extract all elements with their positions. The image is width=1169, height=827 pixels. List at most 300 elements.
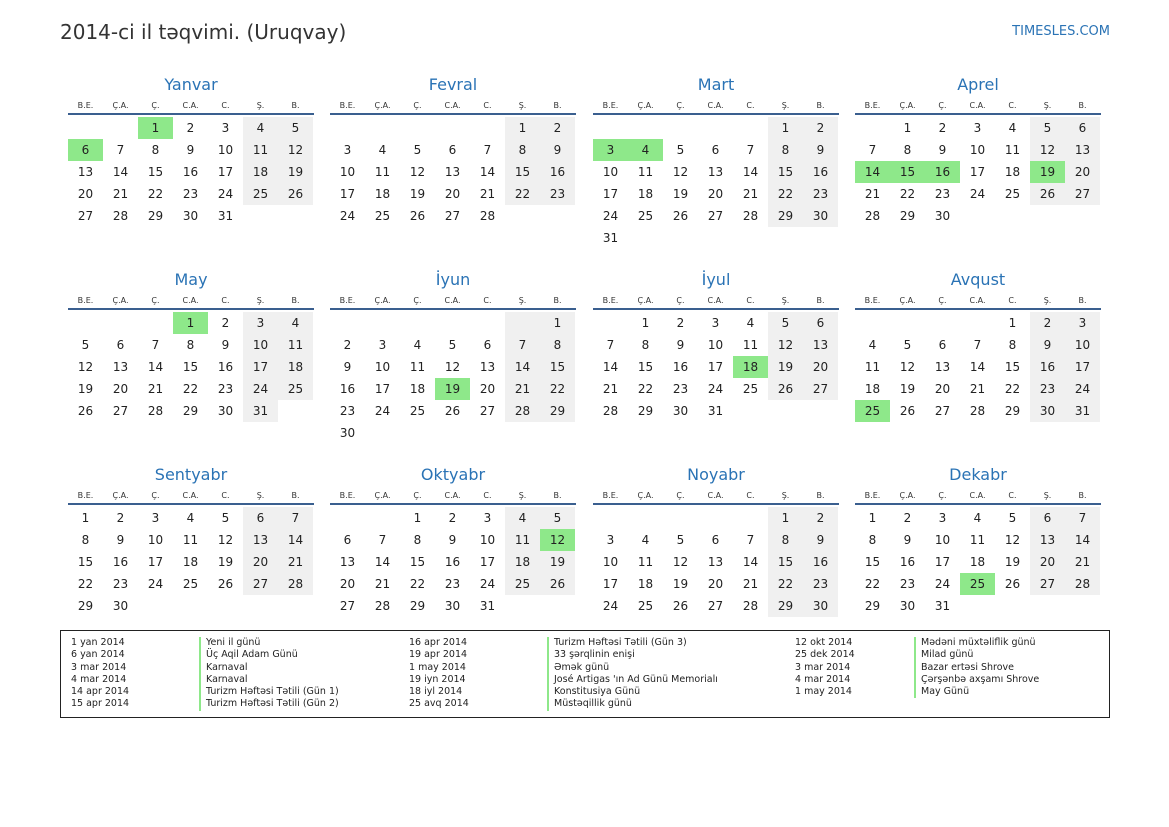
month-3 bbox=[593, 74, 839, 249]
day-cell: 3 bbox=[378, 338, 387, 352]
weekday-label: C.A. bbox=[182, 101, 199, 110]
weekday-label: Ç.A. bbox=[899, 101, 916, 110]
weekday-label: Ş. bbox=[781, 101, 790, 110]
day-cell: 16 bbox=[217, 360, 234, 374]
weekday-label: B. bbox=[291, 491, 300, 500]
day-cell: 26 bbox=[217, 577, 234, 591]
day-cell: 20 bbox=[243, 551, 278, 573]
day-cell: 26 bbox=[899, 404, 916, 418]
day-cell: 24 bbox=[374, 404, 391, 418]
empty-cell bbox=[698, 507, 733, 529]
day-cell: 7 bbox=[746, 143, 755, 157]
weekday-label: C.A. bbox=[707, 101, 724, 110]
day-cell: 19 bbox=[540, 551, 575, 573]
empty-cell bbox=[698, 117, 733, 139]
day-grid bbox=[855, 117, 1101, 227]
day-cell: 19 bbox=[899, 382, 916, 396]
day-cell: 11 bbox=[742, 338, 759, 352]
day-cell: 2 bbox=[1030, 312, 1065, 334]
day-cell: 26 bbox=[278, 183, 313, 205]
legend-holiday-name: Karnaval bbox=[206, 673, 248, 685]
empty-cell bbox=[1030, 205, 1065, 227]
empty-cell bbox=[330, 117, 365, 139]
day-cell: 7 bbox=[606, 338, 615, 352]
day-cell: 23 bbox=[1030, 378, 1065, 400]
empty-cell bbox=[1065, 595, 1100, 617]
empty-cell bbox=[733, 400, 768, 422]
empty-cell bbox=[803, 227, 838, 249]
month-name: İyun bbox=[435, 270, 471, 289]
day-cell: 22 bbox=[637, 382, 654, 396]
weekday-label: B.E. bbox=[77, 491, 94, 500]
day-cell: 31 bbox=[479, 599, 496, 613]
day-cell: 30 bbox=[803, 205, 838, 227]
day-cell: 16 bbox=[803, 551, 838, 573]
day-cell: 29 bbox=[899, 209, 916, 223]
day-grid bbox=[330, 117, 576, 227]
legend-holiday-name: Turizm Həftəsi Tətili (Gün 3) bbox=[554, 637, 687, 648]
weekday-label: C.A. bbox=[444, 101, 461, 110]
day-cell: 13 bbox=[112, 360, 129, 374]
month-2 bbox=[330, 74, 576, 227]
weekday-label: Ş. bbox=[518, 491, 527, 500]
weekday-label: C. bbox=[746, 296, 755, 305]
weekday-label: Ç.A. bbox=[112, 101, 129, 110]
day-cell: 18 bbox=[733, 356, 768, 378]
empty-cell bbox=[628, 227, 663, 249]
day-cell: 6 bbox=[243, 507, 278, 529]
day-cell: 17 bbox=[1065, 356, 1100, 378]
day-cell: 10 bbox=[147, 533, 164, 547]
empty-cell bbox=[628, 507, 663, 529]
weekday-label: B.E. bbox=[339, 296, 356, 305]
site-link[interactable]: TIMESLES.COM bbox=[1012, 24, 1110, 39]
day-cell: 30 bbox=[444, 599, 461, 613]
day-cell: 17 bbox=[707, 360, 724, 374]
day-cell: 24 bbox=[602, 209, 619, 223]
day-cell: 11 bbox=[374, 165, 391, 179]
empty-cell bbox=[243, 595, 278, 617]
empty-cell bbox=[278, 205, 313, 227]
day-cell: 25 bbox=[278, 378, 313, 400]
day-cell: 11 bbox=[243, 139, 278, 161]
weekday-label: B. bbox=[816, 296, 825, 305]
legend-date: 12 okt 2014 bbox=[795, 637, 853, 648]
day-cell: 24 bbox=[707, 382, 724, 396]
day-cell: 3 bbox=[151, 511, 160, 525]
day-cell: 21 bbox=[969, 382, 986, 396]
weekday-label: Ç.A. bbox=[637, 491, 654, 500]
day-cell: 21 bbox=[742, 577, 759, 591]
empty-cell bbox=[540, 205, 575, 227]
day-cell: 16 bbox=[899, 555, 916, 569]
day-cell: 10 bbox=[969, 143, 986, 157]
day-cell: 13 bbox=[707, 165, 724, 179]
legend-holiday-name: Bazar ertəsi Shrove bbox=[921, 661, 1015, 673]
day-cell: 28 bbox=[1065, 573, 1100, 595]
day-grid bbox=[68, 117, 314, 227]
day-cell: 22 bbox=[147, 187, 164, 201]
day-cell: 28 bbox=[479, 209, 496, 223]
empty-cell bbox=[628, 117, 663, 139]
month-4 bbox=[855, 74, 1101, 227]
day-cell: 12 bbox=[444, 360, 461, 374]
day-cell: 13 bbox=[339, 555, 356, 569]
day-cell: 24 bbox=[969, 187, 986, 201]
day-cell: 20 bbox=[479, 382, 496, 396]
empty-cell bbox=[330, 507, 365, 529]
day-cell: 15 bbox=[1004, 360, 1021, 374]
day-cell: 12 bbox=[540, 529, 575, 551]
day-cell: 13 bbox=[444, 165, 461, 179]
day-cell: 14 bbox=[505, 356, 540, 378]
day-cell: 19 bbox=[435, 378, 470, 400]
day-cell: 14 bbox=[602, 360, 619, 374]
day-cell: 5 bbox=[676, 143, 685, 157]
day-cell: 30 bbox=[182, 209, 199, 223]
empty-cell bbox=[243, 205, 278, 227]
day-cell: 27 bbox=[934, 404, 951, 418]
weekday-header bbox=[68, 489, 314, 505]
empty-cell bbox=[330, 312, 365, 334]
day-cell: 29 bbox=[637, 404, 654, 418]
legend-holiday-name: Əmək günü bbox=[554, 661, 610, 673]
weekday-label: Ş. bbox=[781, 491, 790, 500]
weekday-label: B.E. bbox=[864, 101, 881, 110]
day-cell: 12 bbox=[217, 533, 234, 547]
day-cell: 13 bbox=[243, 529, 278, 551]
month-name: İyul bbox=[701, 270, 731, 289]
day-cell: 6 bbox=[1030, 507, 1065, 529]
day-cell: 6 bbox=[1065, 117, 1100, 139]
day-cell: 21 bbox=[864, 187, 881, 201]
empty-cell bbox=[103, 312, 138, 334]
day-cell: 10 bbox=[374, 360, 391, 374]
weekday-header bbox=[68, 294, 314, 310]
day-cell: 27 bbox=[1030, 573, 1065, 595]
day-grid bbox=[855, 312, 1101, 422]
day-cell: 8 bbox=[413, 533, 422, 547]
day-cell: 7 bbox=[151, 338, 160, 352]
day-cell: 26 bbox=[77, 404, 94, 418]
day-cell: 9 bbox=[116, 533, 125, 547]
day-cell: 25 bbox=[243, 183, 278, 205]
empty-cell bbox=[540, 422, 575, 444]
day-cell: 4 bbox=[378, 143, 387, 157]
day-cell: 5 bbox=[1030, 117, 1065, 139]
weekday-header bbox=[593, 99, 839, 115]
day-cell: 29 bbox=[540, 400, 575, 422]
day-cell: 21 bbox=[278, 551, 313, 573]
day-cell: 19 bbox=[217, 555, 234, 569]
day-cell: 27 bbox=[803, 378, 838, 400]
day-cell: 2 bbox=[116, 511, 125, 525]
weekday-label: B.E. bbox=[602, 491, 619, 500]
day-cell: 31 bbox=[707, 404, 724, 418]
day-cell: 28 bbox=[505, 400, 540, 422]
day-cell: 30 bbox=[112, 599, 129, 613]
day-cell: 25 bbox=[637, 209, 654, 223]
day-cell: 25 bbox=[409, 404, 426, 418]
empty-cell bbox=[768, 400, 803, 422]
day-cell: 26 bbox=[672, 209, 689, 223]
weekday-header bbox=[330, 489, 576, 505]
day-cell: 3 bbox=[938, 511, 947, 525]
day-cell: 3 bbox=[221, 121, 230, 135]
empty-cell bbox=[733, 117, 768, 139]
day-cell: 17 bbox=[969, 165, 986, 179]
day-cell: 21 bbox=[479, 187, 496, 201]
day-grid bbox=[330, 507, 576, 617]
day-cell: 21 bbox=[112, 187, 129, 201]
weekday-label: C. bbox=[221, 101, 230, 110]
day-cell: 6 bbox=[343, 533, 352, 547]
day-cell: 17 bbox=[602, 577, 619, 591]
month-9 bbox=[68, 464, 314, 617]
day-cell: 9 bbox=[676, 338, 685, 352]
empty-cell bbox=[995, 205, 1030, 227]
day-cell: 27 bbox=[243, 573, 278, 595]
month-1 bbox=[68, 74, 314, 227]
day-cell: 18 bbox=[374, 187, 391, 201]
empty-cell bbox=[400, 117, 435, 139]
day-cell: 18 bbox=[243, 161, 278, 183]
day-cell: 16 bbox=[1030, 356, 1065, 378]
weekday-label: Ş. bbox=[518, 296, 527, 305]
day-cell: 20 bbox=[803, 356, 838, 378]
day-cell: 3 bbox=[973, 121, 982, 135]
day-cell: 5 bbox=[81, 338, 90, 352]
day-cell: 11 bbox=[864, 360, 881, 374]
day-cell: 25 bbox=[374, 209, 391, 223]
day-cell: 9 bbox=[221, 338, 230, 352]
day-cell: 9 bbox=[448, 533, 457, 547]
day-cell: 27 bbox=[707, 209, 724, 223]
day-cell: 26 bbox=[1004, 577, 1021, 591]
day-cell: 14 bbox=[742, 165, 759, 179]
weekday-label: B.E. bbox=[864, 491, 881, 500]
legend-holiday-name: Turizm Həftəsi Tətili (Gün 2) bbox=[206, 698, 339, 710]
weekday-header bbox=[68, 99, 314, 115]
day-cell: 17 bbox=[339, 187, 356, 201]
day-cell: 8 bbox=[186, 338, 195, 352]
weekday-label: B.E. bbox=[339, 101, 356, 110]
weekday-label: B.E. bbox=[77, 101, 94, 110]
day-cell: 29 bbox=[768, 205, 803, 227]
weekday-header bbox=[593, 489, 839, 505]
day-cell: 4 bbox=[868, 338, 877, 352]
day-cell: 5 bbox=[540, 507, 575, 529]
day-cell: 28 bbox=[112, 209, 129, 223]
day-cell: 15 bbox=[147, 165, 164, 179]
weekday-label: Ş. bbox=[256, 491, 265, 500]
day-cell: 4 bbox=[973, 511, 982, 525]
day-cell: 3 bbox=[606, 533, 615, 547]
day-cell: 9 bbox=[540, 139, 575, 161]
day-cell: 8 bbox=[81, 533, 90, 547]
day-cell: 13 bbox=[479, 360, 496, 374]
day-cell: 13 bbox=[707, 555, 724, 569]
empty-cell bbox=[540, 595, 575, 617]
day-cell: 14 bbox=[479, 165, 496, 179]
empty-cell bbox=[365, 312, 400, 334]
empty-cell bbox=[855, 117, 890, 139]
legend-holiday-name: Üç Aqil Adam Günü bbox=[206, 649, 298, 661]
weekday-label: B. bbox=[291, 101, 300, 110]
weekday-header bbox=[330, 99, 576, 115]
empty-cell bbox=[278, 595, 313, 617]
weekday-label: C. bbox=[483, 491, 492, 500]
day-cell: 15 bbox=[540, 356, 575, 378]
month-7 bbox=[593, 269, 839, 422]
legend-date: 19 iyn 2014 bbox=[409, 673, 466, 685]
empty-cell bbox=[733, 507, 768, 529]
day-cell: 10 bbox=[217, 143, 234, 157]
day-cell: 22 bbox=[1004, 382, 1021, 396]
day-cell: 29 bbox=[77, 599, 94, 613]
day-cell: 28 bbox=[742, 599, 759, 613]
empty-cell bbox=[470, 312, 505, 334]
day-cell: 23 bbox=[182, 187, 199, 201]
day-cell: 6 bbox=[68, 139, 103, 161]
empty-cell bbox=[1065, 205, 1100, 227]
day-cell: 4 bbox=[641, 533, 650, 547]
day-cell: 12 bbox=[1004, 533, 1021, 547]
day-cell: 6 bbox=[711, 143, 720, 157]
day-cell: 3 bbox=[483, 511, 492, 525]
day-cell: 17 bbox=[479, 555, 496, 569]
day-cell: 28 bbox=[602, 404, 619, 418]
weekday-label: B.E. bbox=[339, 491, 356, 500]
weekday-label: C. bbox=[483, 101, 492, 110]
month-10 bbox=[330, 464, 576, 617]
weekday-header bbox=[330, 294, 576, 310]
weekday-label: Ş. bbox=[1043, 491, 1052, 500]
day-cell: 20 bbox=[707, 187, 724, 201]
day-cell: 22 bbox=[182, 382, 199, 396]
empty-cell bbox=[960, 312, 995, 334]
month-8 bbox=[855, 269, 1101, 422]
day-cell: 17 bbox=[243, 356, 278, 378]
day-cell: 6 bbox=[803, 312, 838, 334]
day-cell: 8 bbox=[540, 334, 575, 356]
day-cell: 29 bbox=[147, 209, 164, 223]
weekday-label: Ç.A. bbox=[899, 491, 916, 500]
day-cell: 12 bbox=[409, 165, 426, 179]
day-cell: 4 bbox=[505, 507, 540, 529]
weekday-label: Ş. bbox=[256, 101, 265, 110]
day-cell: 16 bbox=[925, 161, 960, 183]
day-cell: 13 bbox=[1030, 529, 1065, 551]
day-cell: 31 bbox=[602, 231, 619, 245]
day-cell: 24 bbox=[934, 577, 951, 591]
empty-cell bbox=[803, 400, 838, 422]
day-cell: 30 bbox=[1030, 400, 1065, 422]
day-cell: 26 bbox=[672, 599, 689, 613]
day-cell: 23 bbox=[217, 382, 234, 396]
day-cell: 18 bbox=[505, 551, 540, 573]
empty-cell bbox=[435, 117, 470, 139]
day-cell: 12 bbox=[1030, 139, 1065, 161]
day-cell: 14 bbox=[112, 165, 129, 179]
day-cell: 18 bbox=[969, 555, 986, 569]
legend-holiday-name: Mədəni müxtəliflik günü bbox=[921, 637, 1036, 648]
day-cell: 4 bbox=[628, 139, 663, 161]
day-cell: 10 bbox=[243, 334, 278, 356]
empty-cell bbox=[663, 117, 698, 139]
legend-names-col-1 bbox=[199, 637, 339, 711]
day-cell: 22 bbox=[768, 573, 803, 595]
day-cell: 27 bbox=[444, 209, 461, 223]
day-cell: 24 bbox=[1065, 378, 1100, 400]
weekday-label: B.E. bbox=[864, 296, 881, 305]
day-cell: 27 bbox=[707, 599, 724, 613]
day-cell: 15 bbox=[637, 360, 654, 374]
day-cell: 2 bbox=[803, 507, 838, 529]
day-cell: 17 bbox=[374, 382, 391, 396]
day-cell: 17 bbox=[147, 555, 164, 569]
day-cell: 1 bbox=[868, 511, 877, 525]
day-cell: 4 bbox=[413, 338, 422, 352]
day-cell: 14 bbox=[147, 360, 164, 374]
day-cell: 2 bbox=[186, 121, 195, 135]
legend-dates-col-1 bbox=[71, 637, 129, 711]
weekday-label: C. bbox=[221, 491, 230, 500]
empty-cell bbox=[470, 117, 505, 139]
day-cell: 16 bbox=[182, 165, 199, 179]
day-cell: 23 bbox=[339, 404, 356, 418]
weekday-label: B.E. bbox=[77, 296, 94, 305]
day-cell: 13 bbox=[1065, 139, 1100, 161]
day-cell: 5 bbox=[413, 143, 422, 157]
day-grid bbox=[593, 507, 839, 617]
day-cell: 8 bbox=[1008, 338, 1017, 352]
legend-holiday-name: Turizm Həftəsi Tətili (Gün 1) bbox=[206, 686, 339, 698]
day-cell: 27 bbox=[1065, 183, 1100, 205]
day-cell: 20 bbox=[444, 187, 461, 201]
empty-cell bbox=[68, 117, 103, 139]
weekday-label: C.A. bbox=[444, 296, 461, 305]
weekday-label: C. bbox=[1008, 296, 1017, 305]
month-name: Aprel bbox=[957, 75, 999, 94]
month-5 bbox=[68, 269, 314, 422]
day-cell: 23 bbox=[899, 577, 916, 591]
weekday-label: Ç.A. bbox=[637, 101, 654, 110]
month-name: Yanvar bbox=[164, 75, 218, 94]
day-cell: 1 bbox=[81, 511, 90, 525]
empty-cell bbox=[138, 312, 173, 334]
weekday-label: B. bbox=[1078, 101, 1087, 110]
day-cell: 1 bbox=[138, 117, 173, 139]
month-name: Fevral bbox=[428, 75, 478, 94]
day-cell: 20 bbox=[1065, 161, 1100, 183]
weekday-label: Ç.A. bbox=[899, 296, 916, 305]
weekday-label: Ç.A. bbox=[374, 491, 391, 500]
day-cell: 6 bbox=[116, 338, 125, 352]
empty-cell bbox=[505, 312, 540, 334]
day-grid bbox=[330, 312, 576, 444]
day-cell: 10 bbox=[339, 165, 356, 179]
day-cell: 10 bbox=[602, 555, 619, 569]
day-cell: 23 bbox=[444, 577, 461, 591]
weekday-label: B.E. bbox=[602, 101, 619, 110]
day-cell: 5 bbox=[768, 312, 803, 334]
day-cell: 20 bbox=[1030, 551, 1065, 573]
empty-cell bbox=[960, 205, 995, 227]
legend-date: 18 iyl 2014 bbox=[409, 686, 463, 698]
day-cell: 10 bbox=[1065, 334, 1100, 356]
weekday-header bbox=[855, 489, 1101, 505]
